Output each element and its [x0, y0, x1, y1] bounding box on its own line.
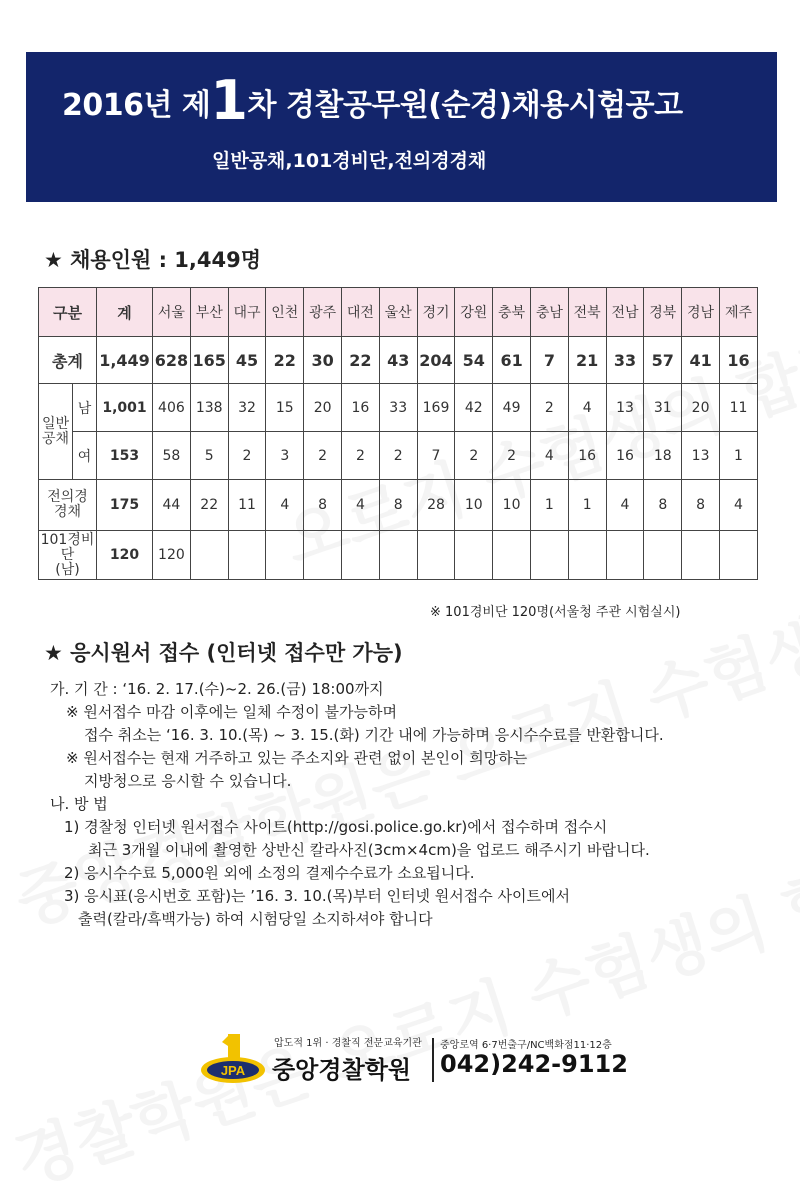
row-sum-cell: 1,001: [97, 384, 153, 432]
value-cell: 1: [530, 480, 568, 531]
header-cell-region: 전남: [606, 288, 644, 337]
value-cell: [455, 531, 493, 580]
value-cell: 7: [530, 337, 568, 384]
value-cell: [682, 531, 720, 580]
value-cell: 1: [568, 480, 606, 531]
row-label-female: 여: [73, 432, 97, 480]
section-heading-application: ★ 응시원서 접수 (인터넷 접수만 가능): [44, 641, 403, 665]
table-row: [39, 432, 758, 480]
header-cell-category: 구분: [39, 288, 97, 337]
header-cell-region: 광주: [304, 288, 342, 337]
value-cell: 31: [644, 384, 682, 432]
value-cell: [190, 531, 228, 580]
period-line: 가. 기 간 : ‘16. 2. 17.(수)~2. 26.(금) 18:00까지: [50, 680, 384, 698]
note-line: ※ 원서접수 마감 이후에는 일체 수정이 불가능하며: [66, 703, 397, 721]
value-cell: 33: [379, 384, 417, 432]
value-cell: 8: [644, 480, 682, 531]
value-cell: [304, 531, 342, 580]
method-line: 2) 응시수수료 5,000원 외에 소정의 결제수수료가 소요됩니다.: [64, 864, 475, 882]
header-cell-region: 인천: [266, 288, 304, 337]
academy-footer: [200, 1028, 630, 1088]
value-cell: 11: [228, 480, 266, 531]
value-cell: [606, 531, 644, 580]
table-note: ※ 101경비단 120명(서울청 주관 시험실시): [430, 605, 681, 620]
value-cell: 18: [644, 432, 682, 480]
value-cell: 138: [190, 384, 228, 432]
value-cell: 20: [682, 384, 720, 432]
page-subtitle: 일반공채,101경비단,전의경경채: [212, 150, 487, 172]
value-cell: 628: [153, 337, 191, 384]
recruitment-table: [38, 287, 758, 580]
value-cell: 49: [493, 384, 531, 432]
header-cell-region: 경북: [644, 288, 682, 337]
value-cell: 4: [342, 480, 380, 531]
value-cell: 10: [493, 480, 531, 531]
academy-phone: 042)242-9112: [440, 1050, 628, 1078]
row-label-conscript: 전의경 경채: [39, 480, 97, 531]
value-cell: 2: [493, 432, 531, 480]
value-cell: 8: [682, 480, 720, 531]
value-cell: 22: [190, 480, 228, 531]
method-line: 1) 경찰청 인터넷 원서접수 사이트(http://gosi.police.go.kr)에서 접수하며 접수시: [64, 818, 608, 836]
header-cell-region: 대전: [342, 288, 380, 337]
row-sum-cell: 175: [97, 480, 153, 531]
header-cell-region: 대구: [228, 288, 266, 337]
value-cell: 8: [379, 480, 417, 531]
value-cell: 30: [304, 337, 342, 384]
value-cell: 45: [228, 337, 266, 384]
method-line: 3) 응시표(응시번호 포함)는 ’16. 3. 10.(목)부터 인터넷 원서접수 사이트에서: [64, 887, 570, 905]
value-cell: 13: [606, 384, 644, 432]
value-cell: 7: [417, 432, 455, 480]
value-cell: 28: [417, 480, 455, 531]
value-cell: 22: [342, 337, 380, 384]
value-cell: 33: [606, 337, 644, 384]
academy-name: 중앙경찰학원: [272, 1056, 412, 1084]
table-header-row: [39, 288, 758, 337]
value-cell: 58: [153, 432, 191, 480]
value-cell: 11: [719, 384, 757, 432]
header-cell-region: 충남: [530, 288, 568, 337]
value-cell: 4: [530, 432, 568, 480]
value-cell: 169: [417, 384, 455, 432]
value-cell: 4: [719, 480, 757, 531]
value-cell: [342, 531, 380, 580]
value-cell: 43: [379, 337, 417, 384]
value-cell: 165: [190, 337, 228, 384]
header-cell-region: 울산: [379, 288, 417, 337]
value-cell: [568, 531, 606, 580]
value-cell: 21: [568, 337, 606, 384]
table-row: [39, 337, 758, 384]
header-cell-sum: 계: [97, 288, 153, 337]
value-cell: 120: [153, 531, 191, 580]
value-cell: 2: [228, 432, 266, 480]
header-cell-region: 서울: [153, 288, 191, 337]
header-cell-region: 충북: [493, 288, 531, 337]
section-heading-recruitment: ★ 채용인원 : 1,449명: [44, 248, 262, 272]
method-line: 최근 3개월 이내에 촬영한 상반신 칼라사진(3cm×4cm)을 업로드 해주시기 바랍니다.: [88, 841, 650, 859]
header-cell-region: 경기: [417, 288, 455, 337]
header-cell-region: 부산: [190, 288, 228, 337]
header-cell-region: 제주: [719, 288, 757, 337]
divider: [432, 1038, 434, 1082]
note-line: ※ 원서접수는 현재 거주하고 있는 주소지와 관련 없이 본인이 희망하는: [66, 749, 528, 767]
value-cell: 1: [719, 432, 757, 480]
value-cell: 406: [153, 384, 191, 432]
method-line: 출력(칼라/흑백가능) 하여 시험당일 소지하셔야 합니다: [78, 910, 433, 928]
value-cell: [228, 531, 266, 580]
value-cell: [530, 531, 568, 580]
value-cell: 2: [342, 432, 380, 480]
row-label-total: 총계: [39, 337, 97, 384]
value-cell: 16: [606, 432, 644, 480]
row-sum-cell: 1,449: [97, 337, 153, 384]
value-cell: 16: [342, 384, 380, 432]
academy-address: 중앙로역 6·7번출구/NC백화점11·12층: [440, 1040, 612, 1051]
value-cell: 10: [455, 480, 493, 531]
page-title: 2016년 제1차 경찰공무원(순경)채용시험공고: [62, 69, 683, 132]
value-cell: 22: [266, 337, 304, 384]
value-cell: 41: [682, 337, 720, 384]
value-cell: [719, 531, 757, 580]
value-cell: 16: [568, 432, 606, 480]
value-cell: [493, 531, 531, 580]
title-banner: [26, 52, 777, 202]
value-cell: 57: [644, 337, 682, 384]
value-cell: 13: [682, 432, 720, 480]
note-line: 접수 취소는 ‘16. 3. 10.(목) ~ 3. 15.(화) 기간 내에 가능하며 응시수수료를 반환합니다.: [84, 726, 664, 744]
value-cell: [379, 531, 417, 580]
header-cell-region: 경남: [682, 288, 720, 337]
value-cell: [266, 531, 304, 580]
method-heading: 나. 방 법: [50, 795, 108, 813]
value-cell: [644, 531, 682, 580]
value-cell: 2: [530, 384, 568, 432]
value-cell: 2: [379, 432, 417, 480]
value-cell: 44: [153, 480, 191, 531]
value-cell: 32: [228, 384, 266, 432]
value-cell: 5: [190, 432, 228, 480]
row-label-guard: 101경비단 (남): [39, 531, 97, 580]
value-cell: 61: [493, 337, 531, 384]
academy-tagline: 압도적 1위 · 경찰직 전문교육기관: [274, 1038, 422, 1049]
value-cell: 15: [266, 384, 304, 432]
round-number: 1: [210, 69, 248, 132]
value-cell: 54: [455, 337, 493, 384]
row-sum-cell: 153: [97, 432, 153, 480]
header-cell-region: 전북: [568, 288, 606, 337]
value-cell: 4: [266, 480, 304, 531]
table-row: [39, 531, 758, 580]
value-cell: [417, 531, 455, 580]
value-cell: 2: [455, 432, 493, 480]
row-sum-cell: 120: [97, 531, 153, 580]
value-cell: 204: [417, 337, 455, 384]
value-cell: 8: [304, 480, 342, 531]
table-row: [39, 480, 758, 531]
value-cell: 42: [455, 384, 493, 432]
value-cell: 2: [304, 432, 342, 480]
note-line: 지방청으로 응시할 수 있습니다.: [84, 772, 292, 790]
application-details: [50, 678, 780, 931]
value-cell: 16: [719, 337, 757, 384]
value-cell: 4: [606, 480, 644, 531]
value-cell: 4: [568, 384, 606, 432]
value-cell: 3: [266, 432, 304, 480]
value-cell: 20: [304, 384, 342, 432]
academy-logo: [200, 1032, 266, 1084]
logo-text: JPA: [220, 1063, 246, 1078]
row-label-male: 남: [73, 384, 97, 432]
header-cell-region: 강원: [455, 288, 493, 337]
row-label-general: 일반 공채: [39, 384, 73, 480]
table-row: [39, 384, 758, 432]
